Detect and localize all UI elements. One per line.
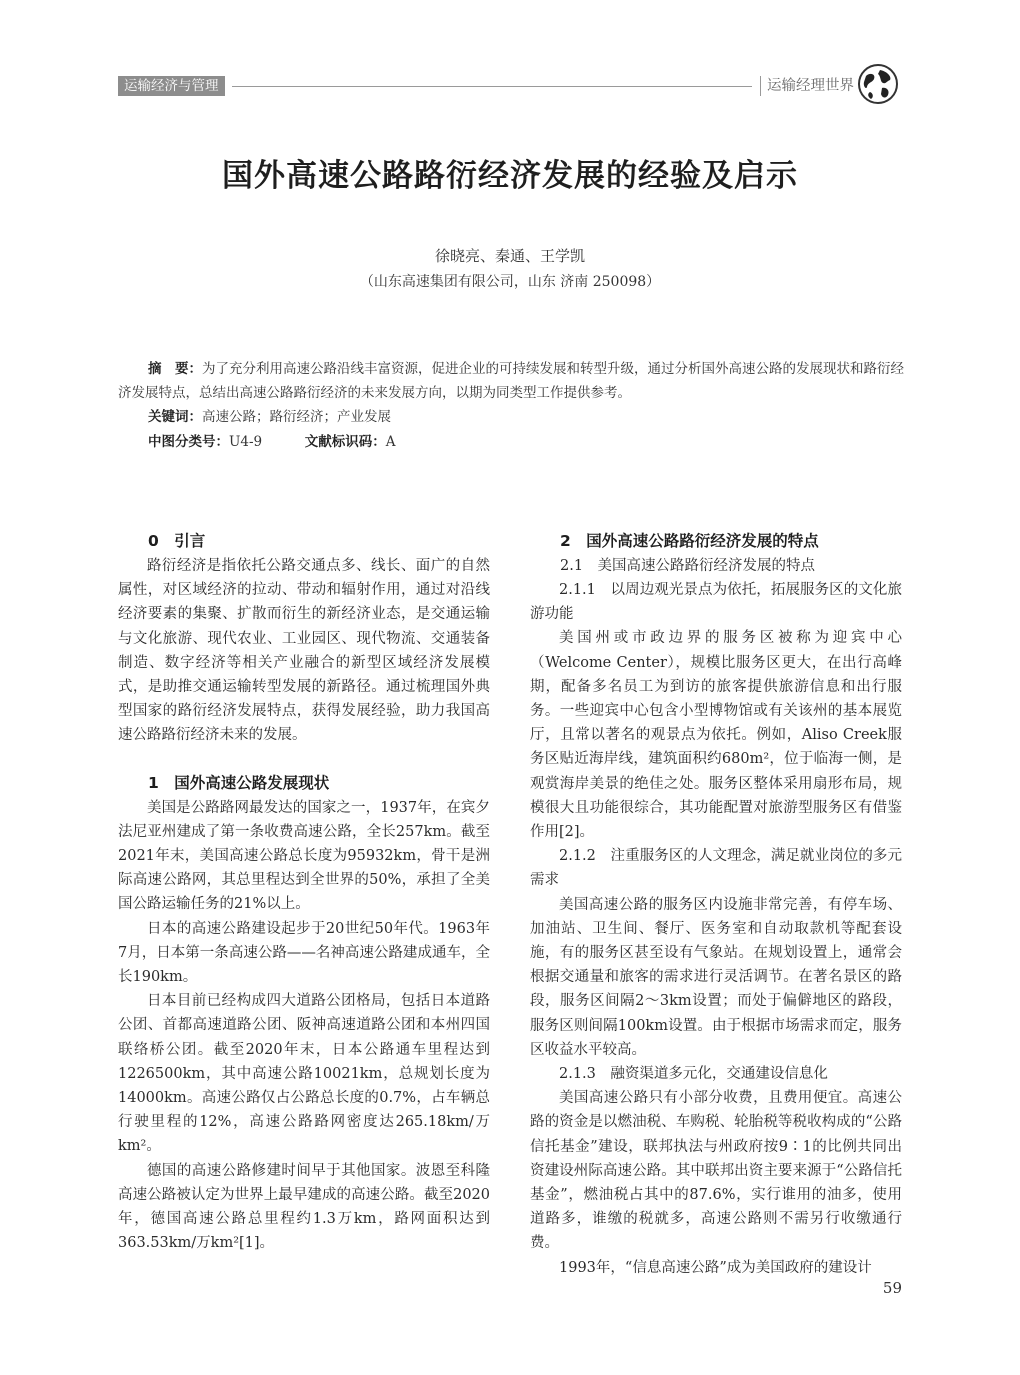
keywords-text: 高速公路；路衍经济；产业发展 [202, 409, 391, 425]
doc-code-label: 文献标识码： [304, 434, 386, 450]
paragraph: 日本目前已经构成四大道路公团格局，包括日本道路公团、首都高速道路公团、阪神高速道路公团和本州四国联络桥公团。截至2020年末，日本公路通车里程达到1226500km，其中高速公路10021km，总规划长度为14000km。高速公路仅占公路总长度的0.7%，占车辆总行驶里程的12%，高速公路路网密度达265.18km/万km²。 [118, 993, 490, 1155]
paragraph: 德国的高速公路修建时间早于其他国家。波恩至科隆高速公路被认定为世界上最早建成的高速公路。截至2020年，德国高速公路总里程约1.3万km，路网面积达到363.53km/万km²[1]。 [118, 1162, 490, 1252]
section-2-heading: 2 国外高速公路路衍经济发展的特点 [560, 532, 819, 550]
doc-code: A [385, 434, 396, 450]
section-2-1-heading: 2.1 美国高速公路路衍经济发展的特点 [560, 558, 816, 574]
authors: 徐晓亮、秦通、王学凯 [434, 247, 585, 265]
abstract-label: 摘 要： [148, 361, 202, 377]
subsection-2-1-2: 2.1.2 注重服务区的人文理念，满足就业岗位的多元需求 [530, 848, 902, 889]
journal-name: 运输经理世界 [760, 76, 854, 96]
affiliation: （山东高速集团有限公司，山东 济南 250098） [359, 274, 661, 290]
paragraph: 美国州或市政边界的服务区被称为迎宾中心（Welcome Center），规模比服务区更大，在出行高峰期，配备多名员工为到访的旅客提供旅游信息和出行服务。一些迎宾中心包含小型博物馆或有关该州的基本展览厅，且常以著名的观景点为依托。例如，Aliso Creek服务区贴近海岸线，建筑面积约680m²，位于临海一侧，是观赏海岸美景的绝佳之处。服务区整体采用扇形布局，规模很大且功能很综合，其功能配置对旅游型服务区有借鉴作用[2]。 [530, 630, 902, 841]
classification [148, 430, 395, 454]
paragraph: 美国高速公路只有小部分收费，且费用便宜。高速公路的资金是以燃油税、车购税、轮胎税等税收构成的“公路信托基金”建设，联邦执法与州政府按9∶1的比例共同出资建设州际高速公路。其中联邦出资主要来源于“公路信托基金”，燃油税占其中的87.6%，实行谁用的油多，使用道路多，谁缴的税就多，高速公路则不需另行收缴通行费。 [530, 1090, 902, 1252]
paragraph: 日本的高速公路建设起步于20世纪50年代。1963年7月，日本第一条高速公路——名神高速公路建成通车，全长190km。 [118, 920, 490, 986]
section-1-heading: 1 国外高速公路发展现状 [148, 773, 330, 792]
page-number: 59 [882, 1279, 902, 1297]
paragraph: 美国是公路路网最发达的国家之一，1937年，在宾夕法尼亚州建成了第一条收费高速公路，全长257km。截至2021年末，美国高速公路总长度为95932km，骨干是洲际高速公路网，其总里程达到全世界的50%，承担了全美国公路运输任务的21%以上。 [118, 799, 490, 913]
header-rule-left [232, 86, 752, 87]
keywords-label: 关键词： [148, 409, 202, 425]
globe-icon [856, 62, 900, 106]
section-0-heading: 0 引言 [148, 532, 206, 550]
abstract [118, 357, 904, 405]
subsection-2-1-1: 2.1.1 以周边观光景点为依托，拓展服务区的文化旅游功能 [530, 582, 902, 623]
keywords [148, 405, 391, 429]
abstract-text: 为了充分利用高速公路沿线丰富资源，促进企业的可持续发展和转型升级，通过分析国外高速公路的发展现状和路衍经济发展特点，总结出高速公路路衍经济的未来发展方向，以期为同类型工作提供参考。 [118, 361, 904, 401]
left-column [118, 528, 490, 1255]
paragraph: 1993年，“信息高速公路”成为美国政府的建设计 [559, 1259, 872, 1276]
subsection-2-1-3: 2.1.3 融资渠道多元化，交通建设信息化 [559, 1066, 828, 1083]
right-column [530, 528, 902, 1280]
paragraph: 路衍经济是指依托公路交通点多、线长、面广的自然属性，对区域经济的拉动、带动和辐射作用，通过对沿线经济要素的集聚、扩散而衍生的新经济业态，是交通运输与文化旅游、现代农业、工业园区、现代物流、交通装备制造、数字经济等相关产业融合的新型区域经济发展模式，是助推交通运输转型发展的新路径。通过梳理国外典型国家的路衍经济发展特点，获得发展经验，助力我国高速公路路衍经济未来的发展。 [118, 558, 490, 744]
paragraph: 美国高速公路的服务区内设施非常完善，有停车场、加油站、卫生间、餐厅、医务室和自动取款机等配套设施，有的服务区甚至设有气象站。在规划设置上，通常会根据交通量和旅客的需求进行灵活调节。在著名景区的路段，服务区间隔2～3km设置；而处于偏僻地区的路段，服务区则间隔100km设置。由于根据市场需求而定，服务区收益水平较高。 [530, 896, 902, 1058]
clc-code: U4-9 [229, 434, 263, 450]
article-title: 国外高速公路路衍经济发展的经验及启示 [222, 158, 798, 194]
section-label: 运输经济与管理 [118, 76, 225, 96]
clc-label: 中图分类号： [148, 434, 229, 450]
